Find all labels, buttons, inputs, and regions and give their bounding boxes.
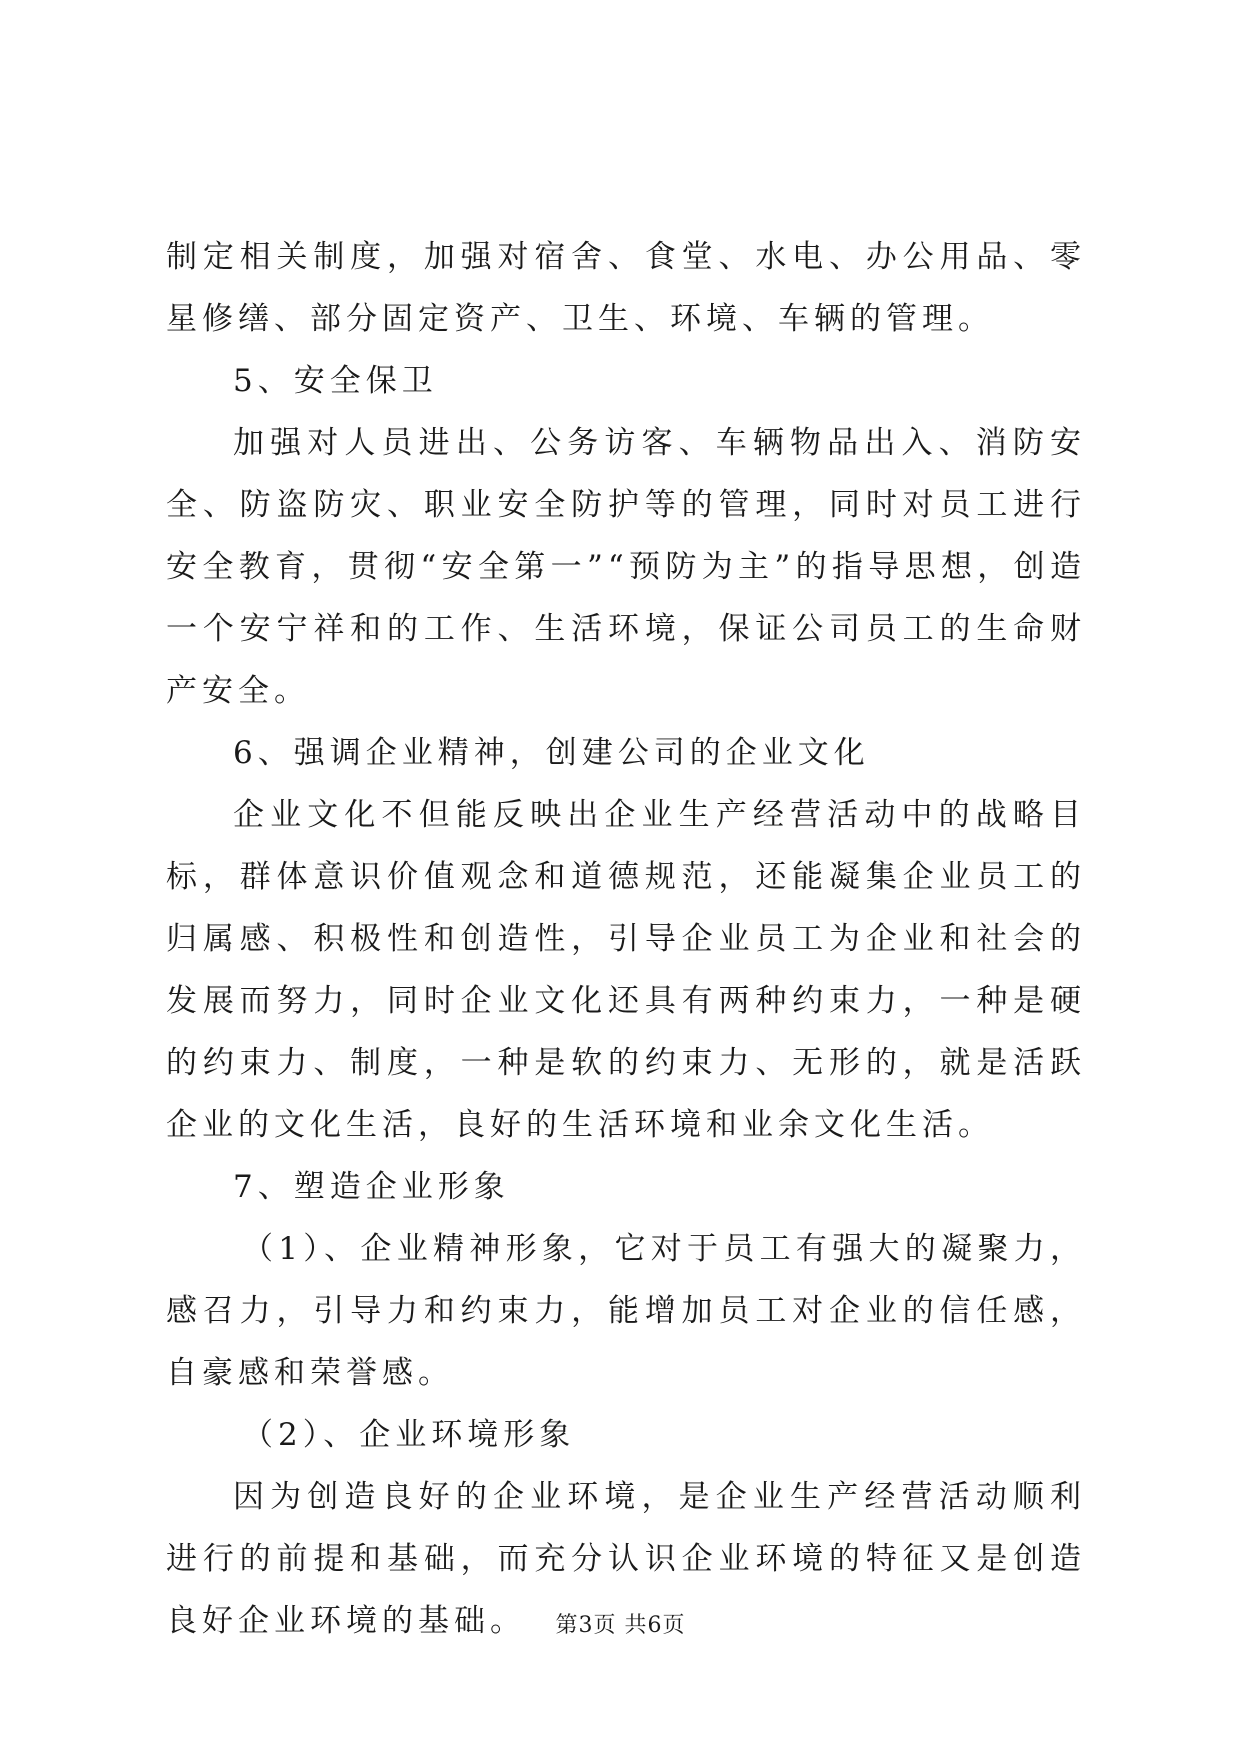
paragraph-spirit-image: （1）、企业精神形象，它对于员工有强大的凝聚力，感召力，引导力和约束力，能增加员工对企业的信任感，自豪感和荣誉感。 [166,1231,1086,1391]
heading-security: 5、安全保卫 [233,363,438,399]
page-number-footer: 第3页 共6页 [555,1613,686,1638]
document-body [166,226,1086,1652]
paragraph-corporate-culture: 企业文化不但能反映出企业生产经营活动中的战略目标，群体意识价值观念和道德规范，还能凝集企业员工的归属感、积极性和创造性，引导企业员工为企业和社会的发展而努力，同时企业文化还具有两种约束力，一种是硬的约束力、制度，一种是软的约束力、无形的，就是活跃企业的文化生活，良好的生活环境和业余文化生活。 [166,797,1086,1143]
heading-corporate-image: 7、塑造企业形象 [233,1169,510,1205]
paragraph-management-rules: 制定相关制度，加强对宿舍、食堂、水电、办公用品、零星修缮、部分固定资产、卫生、环境、车辆的管理。 [166,239,1086,337]
heading-environment-image: （2）、企业环境形象 [242,1417,576,1453]
paragraph-environment-image: 因为创造良好的企业环境，是企业生产经营活动顺利进行的前提和基础，而充分认识企业环境的特征又是创造良好企业环境的基础。 [166,1479,1086,1639]
paragraph-security: 加强对人员进出、公务访客、车辆物品出入、消防安全、防盗防灾、职业安全防护等的管理，同时对员工进行安全教育，贯彻“安全第一”“预防为主”的指导思想，创造一个安宁祥和的工作、生活环境，保证公司员工的生命财产安全。 [166,425,1086,709]
heading-corporate-culture: 6、强调企业精神，创建公司的企业文化 [233,735,870,771]
